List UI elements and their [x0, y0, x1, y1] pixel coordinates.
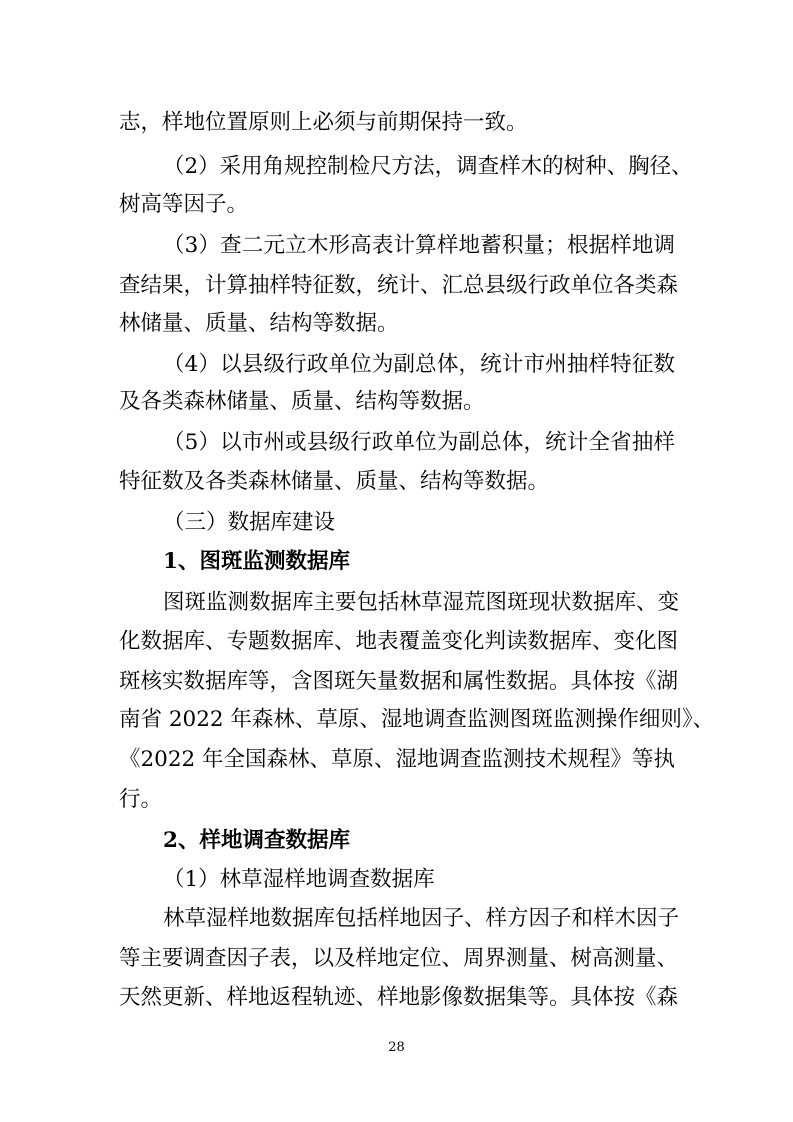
text-line: （4）以县级行政单位为副总体，统计市州抽样特征数 [163, 352, 675, 377]
page-number: 28 [388, 1040, 405, 1055]
text-line: 林草湿样地数据库包括样地因子、样方因子和样木因子 [163, 906, 680, 931]
text-line: 志，样地位置原则上必须与前期保持一致。 [119, 110, 528, 135]
text-line: 查结果，计算抽样特征数，统计、汇总县级行政单位各类森 [119, 273, 679, 298]
text-line: 林储量、质量、结构等数据。 [119, 311, 399, 336]
subsection-title: （1）林草湿样地调查数据库 [163, 867, 435, 892]
text-line: 行。 [119, 787, 163, 812]
subsection-heading: 1、图斑监测数据库 [163, 549, 350, 574]
text-line: 及各类森林储量、质量、结构等数据。 [119, 389, 485, 414]
text-line: 南省 2022 年森林、草原、湿地调查监测图斑监测操作细则》、 [119, 707, 715, 732]
text-line: （5）以市州或县级行政单位为副总体，统计全省抽样 [163, 430, 675, 455]
subsection-heading: 2、样地调查数据库 [163, 828, 350, 853]
text-line: 特征数及各类森林储量、质量、结构等数据。 [119, 469, 550, 494]
text-line: 图斑监测数据库主要包括林草湿荒图斑现状数据库、变 [163, 590, 680, 615]
section-heading: （三）数据库建设 [163, 510, 336, 535]
text-line: 树高等因子。 [119, 192, 249, 217]
text-line: 化数据库、专题数据库、地表覆盖变化判读数据库、变化图 [119, 629, 679, 654]
text-line: （2）采用角规控制检尺方法，调查样木的树种、胸径、 [163, 154, 693, 179]
text-line: 等主要调查因子表，以及样地定位、周界测量、树高测量、 [119, 946, 679, 971]
text-line: 斑核实数据库等，含图斑矢量数据和属性数据。具体按《湖 [119, 669, 679, 694]
text-line: （3）查二元立木形高表计算样地蓄积量；根据样地调 [163, 233, 675, 258]
text-line: 《2022 年全国森林、草原、湿地调查监测技术规程》等执 [119, 747, 676, 772]
text-line: 天然更新、样地返程轨迹、样地影像数据集等。具体按《森 [119, 985, 679, 1010]
